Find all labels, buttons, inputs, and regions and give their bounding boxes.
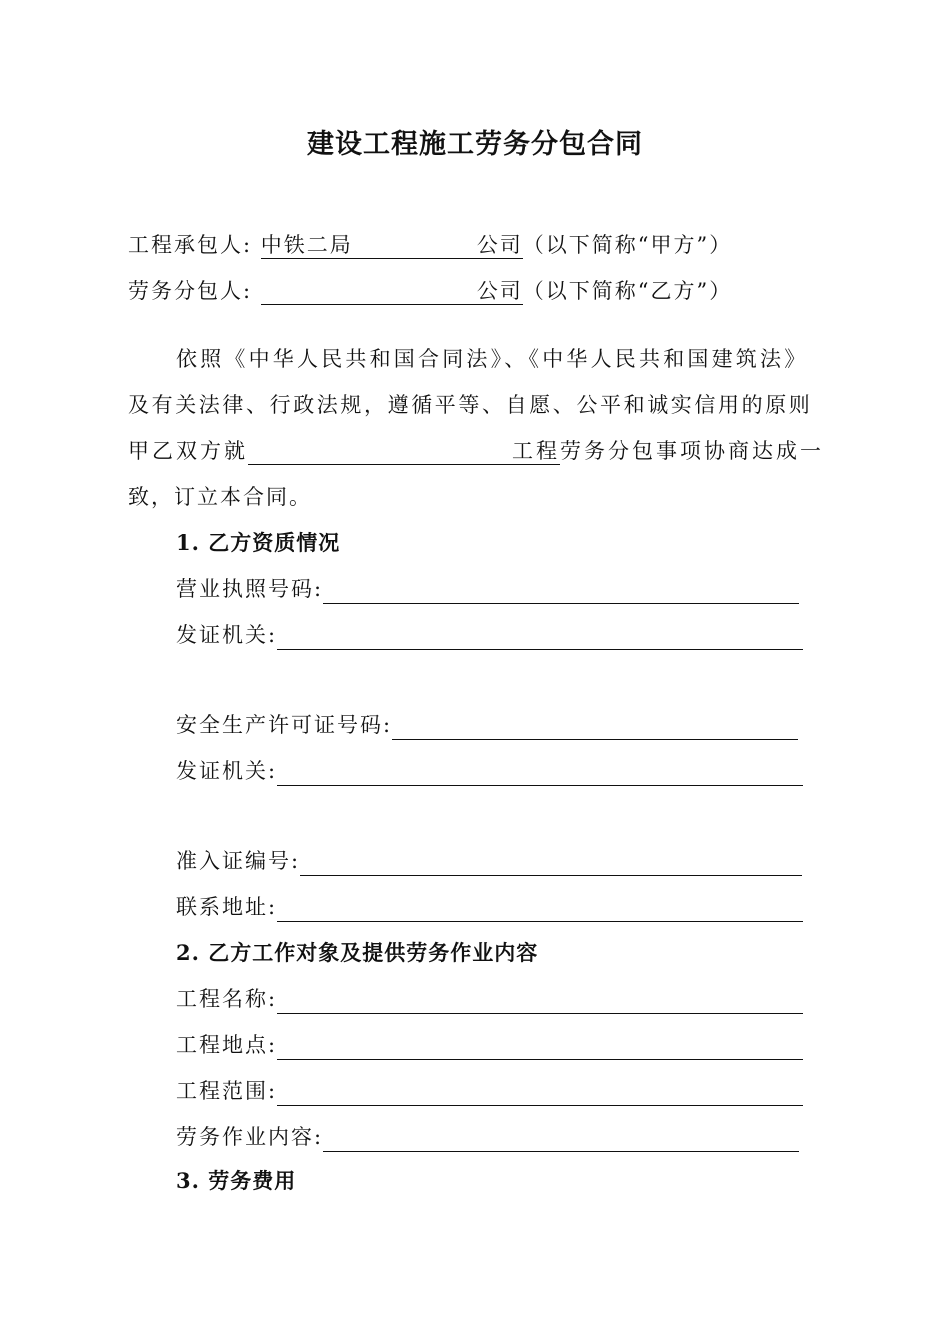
project-blank[interactable] <box>248 438 560 465</box>
intro-underlined: 工程 <box>512 439 560 463</box>
intro-line-3 <box>128 436 824 466</box>
project-location-input[interactable] <box>277 1037 803 1060</box>
issuer-1-row <box>176 620 803 650</box>
subcontractor-label: 劳务分包人: <box>128 279 253 303</box>
subcontractor-note: （以下简称“乙方”） <box>522 279 733 303</box>
access-permit-row <box>176 846 802 876</box>
intro-suffix: 劳务分包事项协商达成一 <box>560 439 824 463</box>
intro-prefix: 甲乙双方就 <box>128 439 248 463</box>
issuer-2-row <box>176 756 803 786</box>
intro-line-1: 依照《中华人民共和国合同法》、《中华人民共和国建筑法》 <box>176 347 809 371</box>
safety-license-input[interactable] <box>392 717 798 740</box>
section-3-heading: 3. 劳务费用 <box>176 1168 297 1193</box>
issuer-2-label: 发证机关: <box>176 759 278 783</box>
issuer-1-label: 发证机关: <box>176 623 278 647</box>
intro-line-2: 及有关法律、行政法规，遵循平等、自愿、公平和诚实信用的原则 <box>128 393 813 417</box>
business-license-row <box>176 574 799 604</box>
address-label: 联系地址: <box>176 895 278 919</box>
project-name-row <box>176 984 803 1014</box>
project-scope-input[interactable] <box>277 1083 803 1106</box>
subcontractor-line <box>128 276 732 306</box>
address-input[interactable] <box>277 899 803 922</box>
access-permit-label: 准入证编号: <box>176 849 301 873</box>
contractor-name: 中铁二局 <box>260 233 353 257</box>
contractor-suffix: 公司 <box>476 233 523 257</box>
address-row <box>176 892 803 922</box>
labor-content-input[interactable] <box>323 1129 799 1152</box>
issuer-1-input[interactable] <box>277 627 803 650</box>
contractor-field[interactable] <box>261 232 523 259</box>
labor-content-row <box>176 1122 799 1152</box>
contractor-note: （以下简称“甲方”） <box>522 233 733 257</box>
subcontractor-suffix: 公司 <box>476 279 523 303</box>
project-name-label: 工程名称: <box>176 987 278 1011</box>
section-1-heading: 1. 乙方资质情况 <box>176 530 341 555</box>
business-license-input[interactable] <box>323 581 799 604</box>
project-location-label: 工程地点: <box>176 1033 278 1057</box>
section-2-heading: 2. 乙方工作对象及提供劳务作业内容 <box>176 940 539 965</box>
project-name-input[interactable] <box>277 991 803 1014</box>
intro-line-4: 致，订立本合同。 <box>128 485 312 509</box>
labor-content-label: 劳务作业内容: <box>176 1125 324 1149</box>
project-scope-row <box>176 1076 803 1106</box>
subcontractor-field[interactable] <box>261 278 523 305</box>
access-permit-input[interactable] <box>300 853 802 876</box>
contractor-line <box>128 230 732 260</box>
business-license-label: 营业执照号码: <box>176 577 324 601</box>
contractor-label: 工程承包人: <box>128 233 253 257</box>
safety-license-label: 安全生产许可证号码: <box>176 713 393 737</box>
issuer-2-input[interactable] <box>277 763 803 786</box>
document-title: 建设工程施工劳务分包合同 <box>307 129 643 160</box>
safety-license-row <box>176 710 798 740</box>
project-scope-label: 工程范围: <box>176 1079 278 1103</box>
project-location-row <box>176 1030 803 1060</box>
